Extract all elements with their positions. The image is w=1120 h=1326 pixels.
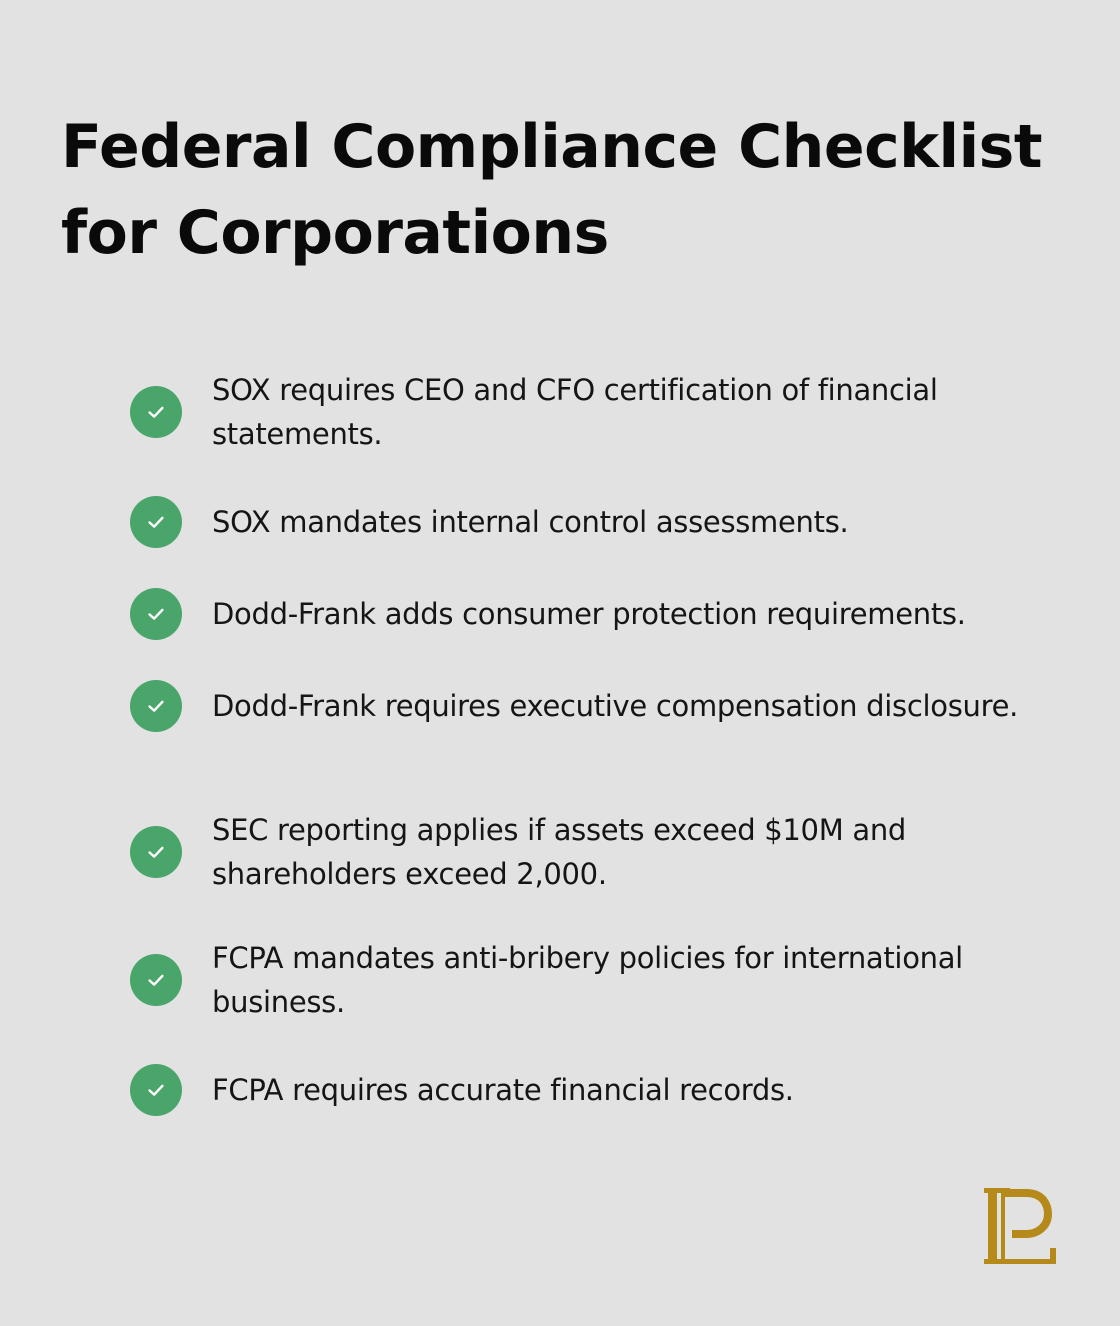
page-title: Federal Compliance Checklist for Corporations — [61, 112, 1043, 268]
checkmark-icon — [130, 588, 182, 640]
checklist-item-text: FCPA requires accurate financial records. — [212, 1073, 794, 1107]
checklist-item-text: SEC reporting applies if assets exceed $10M and shareholders exceed 2,000. — [212, 813, 907, 891]
checklist-item — [130, 808, 1030, 896]
checklist-item — [130, 368, 1030, 456]
checklist-item — [130, 680, 1030, 732]
checklist-item — [130, 588, 1030, 640]
checkmark-icon — [130, 496, 182, 548]
checklist-item — [130, 1064, 1030, 1116]
checklist-item-text: SOX requires CEO and CFO certification of financial statements. — [212, 373, 938, 451]
checkmark-icon — [130, 954, 182, 1006]
checklist-item-text: SOX mandates internal control assessments. — [212, 505, 849, 539]
checklist-item-text: Dodd-Frank adds consumer protection requirements. — [212, 597, 966, 631]
checklist-item — [130, 496, 1030, 548]
checkmark-icon — [130, 680, 182, 732]
checklist-item-text: Dodd-Frank requires executive compensation disclosure. — [212, 689, 1019, 723]
checkmark-icon — [130, 1064, 182, 1116]
checkmark-icon — [130, 386, 182, 438]
monogram-logo-icon — [982, 1186, 1058, 1266]
checkmark-icon — [130, 826, 182, 878]
checklist-item — [130, 936, 1030, 1024]
checklist-item-text: FCPA mandates anti-bribery policies for international business. — [212, 941, 963, 1019]
